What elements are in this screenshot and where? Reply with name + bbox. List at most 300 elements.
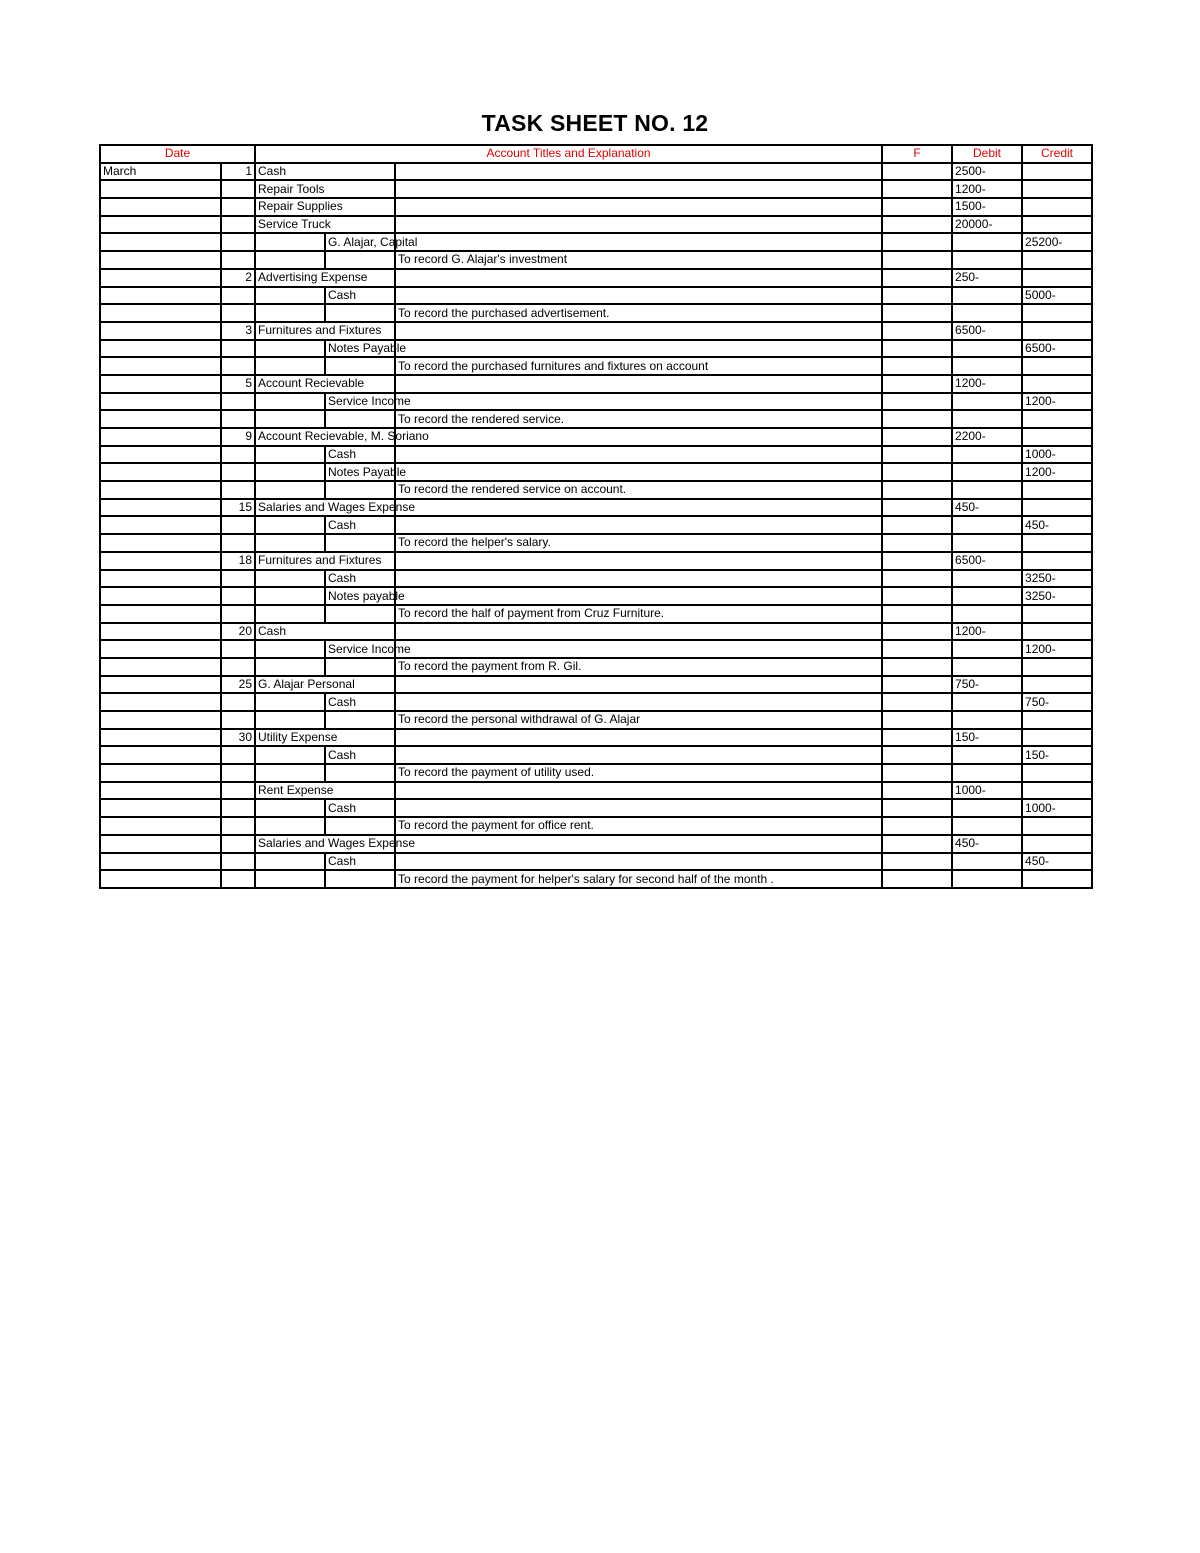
date-day-cell xyxy=(221,463,255,481)
debit-cell xyxy=(952,746,1022,764)
explanation-cell: To record G. Alajar's investment xyxy=(395,251,882,269)
date-month-cell xyxy=(100,180,221,198)
credit-account-cell xyxy=(325,251,395,269)
folio-cell xyxy=(882,304,952,322)
explanation-cell: To record the personal withdrawal of G. Alajar xyxy=(395,711,882,729)
credit-account-cell xyxy=(325,870,395,888)
account-title-cell xyxy=(255,853,325,871)
explanation-cell: To record the payment of utility used. xyxy=(395,764,882,782)
debit-cell xyxy=(952,463,1022,481)
credit-cell xyxy=(1022,428,1092,446)
date-month-cell xyxy=(100,746,221,764)
credit-cell xyxy=(1022,410,1092,428)
date-day-cell xyxy=(221,587,255,605)
folio-cell xyxy=(882,746,952,764)
credit-account-cell xyxy=(325,605,395,623)
date-month-cell xyxy=(100,782,221,800)
date-day-cell xyxy=(221,287,255,305)
date-month-cell xyxy=(100,870,221,888)
account-title-cell: Repair Tools xyxy=(255,180,395,198)
date-month-cell xyxy=(100,499,221,517)
table-row xyxy=(100,799,1092,817)
header-f: F xyxy=(882,145,952,163)
credit-account-cell: Service Income xyxy=(325,640,395,658)
table-row xyxy=(100,570,1092,588)
debit-cell xyxy=(952,481,1022,499)
credit-account-cell xyxy=(325,658,395,676)
date-month-cell xyxy=(100,552,221,570)
account-title-cell xyxy=(255,764,325,782)
account-title-cell: Account Recievable xyxy=(255,375,395,393)
folio-cell xyxy=(882,870,952,888)
debit-cell xyxy=(952,251,1022,269)
account-title-cell: Salaries and Wages Expense xyxy=(255,499,395,517)
table-row xyxy=(100,463,1092,481)
debit-cell xyxy=(952,853,1022,871)
date-month-cell xyxy=(100,623,221,641)
table-row xyxy=(100,357,1092,375)
credit-account-cell: Cash xyxy=(325,570,395,588)
debit-cell: 1200- xyxy=(952,180,1022,198)
date-month-cell xyxy=(100,481,221,499)
table-row xyxy=(100,764,1092,782)
header-date: Date xyxy=(100,145,255,163)
explanation-cell xyxy=(395,587,882,605)
table-row xyxy=(100,534,1092,552)
debit-cell: 6500- xyxy=(952,322,1022,340)
account-title-cell: Cash xyxy=(255,163,395,181)
debit-cell xyxy=(952,570,1022,588)
date-day-cell xyxy=(221,693,255,711)
debit-cell xyxy=(952,393,1022,411)
credit-cell xyxy=(1022,729,1092,747)
account-title-cell xyxy=(255,446,325,464)
folio-cell xyxy=(882,499,952,517)
explanation-cell xyxy=(395,835,882,853)
account-title-cell xyxy=(255,640,325,658)
folio-cell xyxy=(882,853,952,871)
folio-cell xyxy=(882,269,952,287)
date-month-cell xyxy=(100,357,221,375)
debit-cell xyxy=(952,658,1022,676)
credit-cell xyxy=(1022,711,1092,729)
folio-cell xyxy=(882,446,952,464)
date-day-cell xyxy=(221,640,255,658)
table-row xyxy=(100,623,1092,641)
date-month-cell xyxy=(100,605,221,623)
header-debit: Debit xyxy=(952,145,1022,163)
date-month-cell xyxy=(100,853,221,871)
explanation-cell xyxy=(395,198,882,216)
explanation-cell: To record the half of payment from Cruz Furniture. xyxy=(395,605,882,623)
debit-cell: 2500- xyxy=(952,163,1022,181)
date-day-cell: 3 xyxy=(221,322,255,340)
folio-cell xyxy=(882,463,952,481)
date-day-cell xyxy=(221,534,255,552)
date-month-cell xyxy=(100,711,221,729)
account-title-cell xyxy=(255,587,325,605)
debit-cell xyxy=(952,340,1022,358)
debit-cell xyxy=(952,287,1022,305)
explanation-cell xyxy=(395,322,882,340)
folio-cell xyxy=(882,340,952,358)
credit-account-cell xyxy=(325,481,395,499)
credit-cell: 1200- xyxy=(1022,393,1092,411)
table-row xyxy=(100,746,1092,764)
explanation-cell: To record the purchased advertisement. xyxy=(395,304,882,322)
credit-cell xyxy=(1022,357,1092,375)
credit-cell: 150- xyxy=(1022,746,1092,764)
account-title-cell xyxy=(255,693,325,711)
credit-cell: 3250- xyxy=(1022,587,1092,605)
credit-cell xyxy=(1022,676,1092,694)
date-day-cell: 15 xyxy=(221,499,255,517)
date-month-cell xyxy=(100,410,221,428)
folio-cell xyxy=(882,287,952,305)
date-day-cell: 30 xyxy=(221,729,255,747)
date-month-cell xyxy=(100,269,221,287)
debit-cell xyxy=(952,764,1022,782)
date-day-cell: 1 xyxy=(221,163,255,181)
account-title-cell xyxy=(255,534,325,552)
date-day-cell xyxy=(221,817,255,835)
folio-cell xyxy=(882,322,952,340)
credit-cell xyxy=(1022,481,1092,499)
credit-cell: 1000- xyxy=(1022,446,1092,464)
credit-cell xyxy=(1022,251,1092,269)
credit-cell: 1000- xyxy=(1022,799,1092,817)
account-title-cell xyxy=(255,287,325,305)
table-row xyxy=(100,587,1092,605)
folio-cell xyxy=(882,534,952,552)
explanation-cell xyxy=(395,216,882,234)
credit-account-cell: Cash xyxy=(325,746,395,764)
credit-account-cell: Notes Payable xyxy=(325,463,395,481)
account-title-cell xyxy=(255,251,325,269)
account-title-cell xyxy=(255,746,325,764)
debit-cell: 250- xyxy=(952,269,1022,287)
date-day-cell: 25 xyxy=(221,676,255,694)
table-row xyxy=(100,198,1092,216)
credit-account-cell xyxy=(325,534,395,552)
date-month-cell xyxy=(100,534,221,552)
debit-cell xyxy=(952,446,1022,464)
account-title-cell xyxy=(255,410,325,428)
date-month-cell xyxy=(100,587,221,605)
date-month-cell xyxy=(100,304,221,322)
date-month-cell xyxy=(100,658,221,676)
table-row xyxy=(100,711,1092,729)
explanation-cell xyxy=(395,375,882,393)
credit-account-cell: Cash xyxy=(325,516,395,534)
credit-account-cell: Cash xyxy=(325,693,395,711)
credit-cell xyxy=(1022,322,1092,340)
table-row xyxy=(100,233,1092,251)
explanation-cell xyxy=(395,428,882,446)
folio-cell xyxy=(882,481,952,499)
table-row xyxy=(100,817,1092,835)
date-day-cell xyxy=(221,251,255,269)
date-day-cell xyxy=(221,764,255,782)
folio-cell xyxy=(882,729,952,747)
date-month-cell xyxy=(100,393,221,411)
explanation-cell xyxy=(395,799,882,817)
date-month-cell xyxy=(100,446,221,464)
credit-cell xyxy=(1022,534,1092,552)
date-day-cell xyxy=(221,304,255,322)
explanation-cell: To record the payment from R. Gil. xyxy=(395,658,882,676)
explanation-cell: To record the rendered service. xyxy=(395,410,882,428)
debit-cell: 1500- xyxy=(952,198,1022,216)
credit-cell xyxy=(1022,180,1092,198)
date-day-cell xyxy=(221,481,255,499)
date-day-cell xyxy=(221,835,255,853)
table-row xyxy=(100,410,1092,428)
credit-cell xyxy=(1022,835,1092,853)
table-row xyxy=(100,287,1092,305)
folio-cell xyxy=(882,623,952,641)
debit-cell: 150- xyxy=(952,729,1022,747)
explanation-cell xyxy=(395,269,882,287)
explanation-cell: To record the payment for helper's salary for second half of the month . xyxy=(395,870,882,888)
account-title-cell xyxy=(255,799,325,817)
date-month-cell xyxy=(100,322,221,340)
table-row xyxy=(100,605,1092,623)
table-row xyxy=(100,676,1092,694)
table-row xyxy=(100,481,1092,499)
explanation-cell: To record the payment for office rent. xyxy=(395,817,882,835)
table-row xyxy=(100,658,1092,676)
explanation-cell xyxy=(395,516,882,534)
folio-cell xyxy=(882,782,952,800)
credit-account-cell: Cash xyxy=(325,446,395,464)
date-day-cell xyxy=(221,180,255,198)
folio-cell xyxy=(882,799,952,817)
header-account: Account Titles and Explanation xyxy=(255,145,882,163)
date-month-cell xyxy=(100,463,221,481)
debit-cell: 20000- xyxy=(952,216,1022,234)
folio-cell xyxy=(882,375,952,393)
table-row xyxy=(100,693,1092,711)
debit-cell xyxy=(952,304,1022,322)
credit-account-cell xyxy=(325,410,395,428)
credit-account-cell xyxy=(325,764,395,782)
date-month-cell xyxy=(100,233,221,251)
folio-cell xyxy=(882,216,952,234)
credit-cell xyxy=(1022,198,1092,216)
header-credit: Credit xyxy=(1022,145,1092,163)
credit-cell: 750- xyxy=(1022,693,1092,711)
credit-cell: 6500- xyxy=(1022,340,1092,358)
table-row xyxy=(100,729,1092,747)
table-row xyxy=(100,870,1092,888)
debit-cell xyxy=(952,693,1022,711)
date-month-cell: March xyxy=(100,163,221,181)
credit-cell: 5000- xyxy=(1022,287,1092,305)
credit-cell xyxy=(1022,782,1092,800)
explanation-cell xyxy=(395,746,882,764)
date-month-cell xyxy=(100,729,221,747)
date-day-cell xyxy=(221,216,255,234)
explanation-cell xyxy=(395,340,882,358)
folio-cell xyxy=(882,410,952,428)
explanation-cell xyxy=(395,287,882,305)
date-day-cell xyxy=(221,711,255,729)
explanation-cell xyxy=(395,570,882,588)
debit-cell xyxy=(952,605,1022,623)
credit-account-cell: Cash xyxy=(325,799,395,817)
date-day-cell xyxy=(221,799,255,817)
explanation-cell xyxy=(395,233,882,251)
date-month-cell xyxy=(100,340,221,358)
date-month-cell xyxy=(100,640,221,658)
debit-cell: 450- xyxy=(952,835,1022,853)
credit-cell: 450- xyxy=(1022,516,1092,534)
table-row xyxy=(100,180,1092,198)
table-row xyxy=(100,340,1092,358)
table-row xyxy=(100,499,1092,517)
folio-cell xyxy=(882,835,952,853)
date-day-cell xyxy=(221,746,255,764)
folio-cell xyxy=(882,658,952,676)
date-day-cell xyxy=(221,516,255,534)
account-title-cell xyxy=(255,393,325,411)
account-title-cell: Service Truck xyxy=(255,216,395,234)
date-month-cell xyxy=(100,764,221,782)
explanation-cell xyxy=(395,393,882,411)
credit-cell: 3250- xyxy=(1022,570,1092,588)
account-title-cell xyxy=(255,340,325,358)
credit-cell: 25200- xyxy=(1022,233,1092,251)
folio-cell xyxy=(882,552,952,570)
explanation-cell xyxy=(395,640,882,658)
journal-table xyxy=(99,144,1093,889)
credit-cell xyxy=(1022,552,1092,570)
account-title-cell xyxy=(255,711,325,729)
account-title-cell: Rent Expense xyxy=(255,782,395,800)
credit-cell xyxy=(1022,216,1092,234)
date-month-cell xyxy=(100,428,221,446)
credit-account-cell xyxy=(325,817,395,835)
credit-account-cell: Cash xyxy=(325,287,395,305)
explanation-cell xyxy=(395,163,882,181)
folio-cell xyxy=(882,516,952,534)
table-row xyxy=(100,516,1092,534)
folio-cell xyxy=(882,180,952,198)
credit-account-cell: Service Income xyxy=(325,393,395,411)
credit-account-cell xyxy=(325,357,395,375)
explanation-cell: To record the rendered service on account. xyxy=(395,481,882,499)
debit-cell: 750- xyxy=(952,676,1022,694)
credit-cell xyxy=(1022,163,1092,181)
account-title-cell: G. Alajar Personal xyxy=(255,676,395,694)
debit-cell xyxy=(952,357,1022,375)
table-row xyxy=(100,322,1092,340)
folio-cell xyxy=(882,693,952,711)
account-title-cell: Advertising Expense xyxy=(255,269,395,287)
account-title-cell: Utility Expense xyxy=(255,729,395,747)
credit-cell: 1200- xyxy=(1022,640,1092,658)
credit-account-cell: Notes payable xyxy=(325,587,395,605)
credit-cell xyxy=(1022,870,1092,888)
date-day-cell xyxy=(221,605,255,623)
date-day-cell xyxy=(221,570,255,588)
table-row xyxy=(100,304,1092,322)
account-title-cell xyxy=(255,516,325,534)
account-title-cell xyxy=(255,570,325,588)
credit-account-cell: Cash xyxy=(325,853,395,871)
date-day-cell: 5 xyxy=(221,375,255,393)
credit-cell xyxy=(1022,304,1092,322)
date-day-cell xyxy=(221,782,255,800)
table-row xyxy=(100,269,1092,287)
credit-cell xyxy=(1022,375,1092,393)
date-day-cell: 2 xyxy=(221,269,255,287)
date-day-cell xyxy=(221,446,255,464)
date-month-cell xyxy=(100,216,221,234)
credit-cell xyxy=(1022,658,1092,676)
date-month-cell xyxy=(100,198,221,216)
table-row xyxy=(100,251,1092,269)
table-row xyxy=(100,216,1092,234)
credit-cell xyxy=(1022,817,1092,835)
credit-account-cell xyxy=(325,711,395,729)
folio-cell xyxy=(882,251,952,269)
account-title-cell xyxy=(255,817,325,835)
date-month-cell xyxy=(100,516,221,534)
credit-cell xyxy=(1022,499,1092,517)
explanation-cell: To record the helper's salary. xyxy=(395,534,882,552)
credit-cell: 1200- xyxy=(1022,463,1092,481)
account-title-cell: Furnitures and Fixtures xyxy=(255,322,395,340)
table-row xyxy=(100,640,1092,658)
date-month-cell xyxy=(100,570,221,588)
folio-cell xyxy=(882,570,952,588)
header-row xyxy=(100,145,1092,163)
credit-cell: 450- xyxy=(1022,853,1092,871)
debit-cell xyxy=(952,587,1022,605)
folio-cell xyxy=(882,357,952,375)
folio-cell xyxy=(882,198,952,216)
folio-cell xyxy=(882,587,952,605)
date-month-cell xyxy=(100,251,221,269)
account-title-cell xyxy=(255,481,325,499)
table-row xyxy=(100,853,1092,871)
table-row xyxy=(100,163,1092,181)
table-row xyxy=(100,375,1092,393)
debit-cell: 1000- xyxy=(952,782,1022,800)
table-row xyxy=(100,835,1092,853)
debit-cell: 6500- xyxy=(952,552,1022,570)
folio-cell xyxy=(882,393,952,411)
explanation-cell xyxy=(395,463,882,481)
debit-cell xyxy=(952,410,1022,428)
folio-cell xyxy=(882,163,952,181)
folio-cell xyxy=(882,817,952,835)
account-title-cell: Cash xyxy=(255,623,395,641)
debit-cell xyxy=(952,870,1022,888)
date-day-cell xyxy=(221,340,255,358)
debit-cell xyxy=(952,817,1022,835)
account-title-cell xyxy=(255,605,325,623)
account-title-cell xyxy=(255,304,325,322)
explanation-cell xyxy=(395,499,882,517)
credit-account-cell: G. Alajar, Capital xyxy=(325,233,395,251)
explanation-cell xyxy=(395,853,882,871)
explanation-cell xyxy=(395,693,882,711)
debit-cell xyxy=(952,534,1022,552)
date-month-cell xyxy=(100,287,221,305)
